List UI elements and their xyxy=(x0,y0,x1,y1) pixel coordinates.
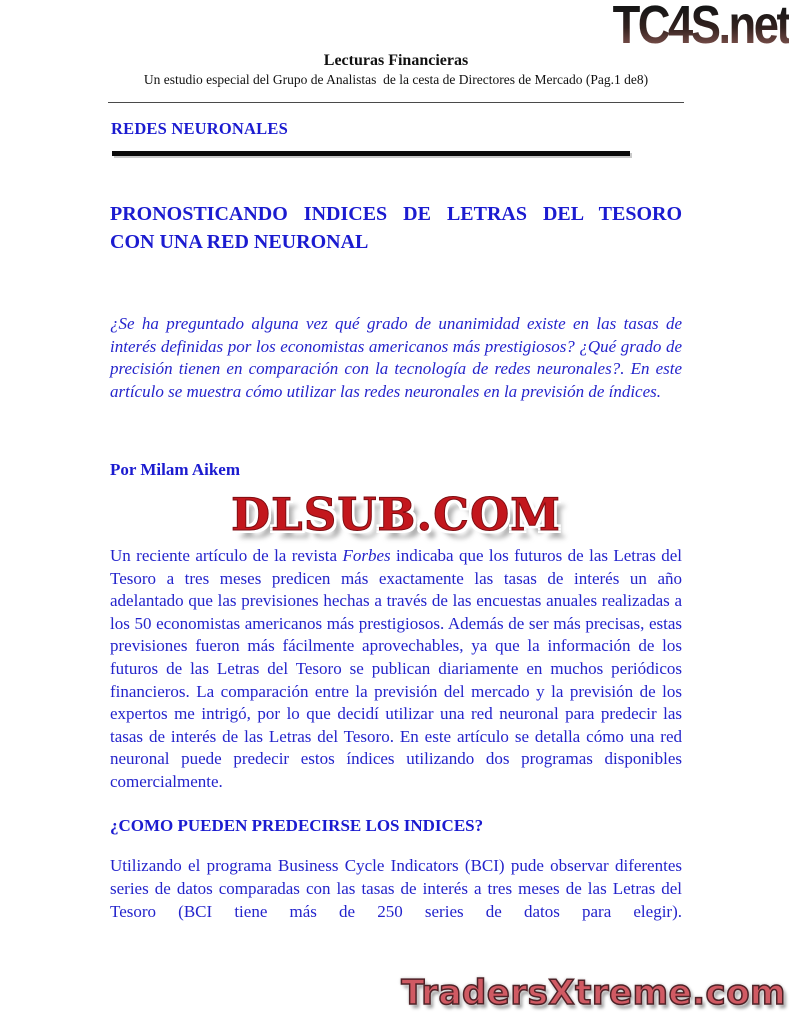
body-paragraph-1 xyxy=(110,545,682,794)
lead-paragraph: ¿Se ha preguntado alguna vez qué grado de unanimidad existe en las tasas de interés definidas por los economistas americanos más prestigiosos? ¿Qué grado de precisión tienen en comparación con la tecnología de redes neuronales?. En este artículo se muestra cómo utilizar las redes neuronales en la previsión de índices. xyxy=(110,314,682,401)
section-heading: ¿COMO PUEDEN PREDECIRSE LOS INDICES? xyxy=(110,816,484,835)
author-byline: Por Milam Aikem xyxy=(110,460,240,479)
magazine-name: Forbes xyxy=(342,546,391,565)
tc4s-watermark-logo: TC4S.net xyxy=(612,0,789,55)
header-subtitle: Un estudio especial del Grupo de Analistas de la cesta de Directores de Mercado (Pag.1 de8) xyxy=(143,72,649,87)
section-divider-bar xyxy=(112,151,630,156)
body-paragraph-1-text-end: indicaba que los futuros de las Letras del Tesoro a tres meses predicen más exactamente las tasas de interés un año adelantado que las previsiones hechas a través de las encuestas anuales realizadas a los 50 economistas americanos más prestigiosos. Además de ser más precisas, estas previsiones fueron más fácilmente aprovechables, ya que la información de los futuros de las Letras del Tesoro se publican diariamente en muchos periódicos financieros. La comparación entre la previsión del mercado y la previsión de los expertos me intrigó, por lo que decidí utilizar una red neuronal para predecir las tasas de interés de las Letras del Tesoro. En este artículo se detalla cómo una red neuronal puede predecir estos índices utilizando dos programas disponibles comercialmente. xyxy=(110,546,682,791)
tradersxtreme-watermark-logo: TradersXtreme.com xyxy=(401,973,786,1013)
body-paragraph-1-text-start: Un reciente artículo de la revista xyxy=(110,546,343,565)
page-header xyxy=(108,52,684,88)
article-title xyxy=(110,201,682,256)
section-label: REDES NEURONALES xyxy=(111,119,288,138)
header-divider-line xyxy=(108,102,684,103)
header-title: Lecturas Financieras xyxy=(323,52,469,69)
body-paragraph-2: Utilizando el programa Business Cycle Indicators (BCI) pude observar diferentes series de datos comparadas con las tasas de interés a tres meses de las Letras del Tesoro (BCI tiene más de 250 series de datos para elegir). xyxy=(110,856,682,921)
article-title-line2: CON UNA RED NEURONAL xyxy=(110,230,369,253)
dlsub-watermark-logo: DLSUB.COM xyxy=(231,488,561,541)
article-title-line1: PRONOSTICANDO INDICES DE LETRAS DEL TESORO xyxy=(110,203,682,225)
